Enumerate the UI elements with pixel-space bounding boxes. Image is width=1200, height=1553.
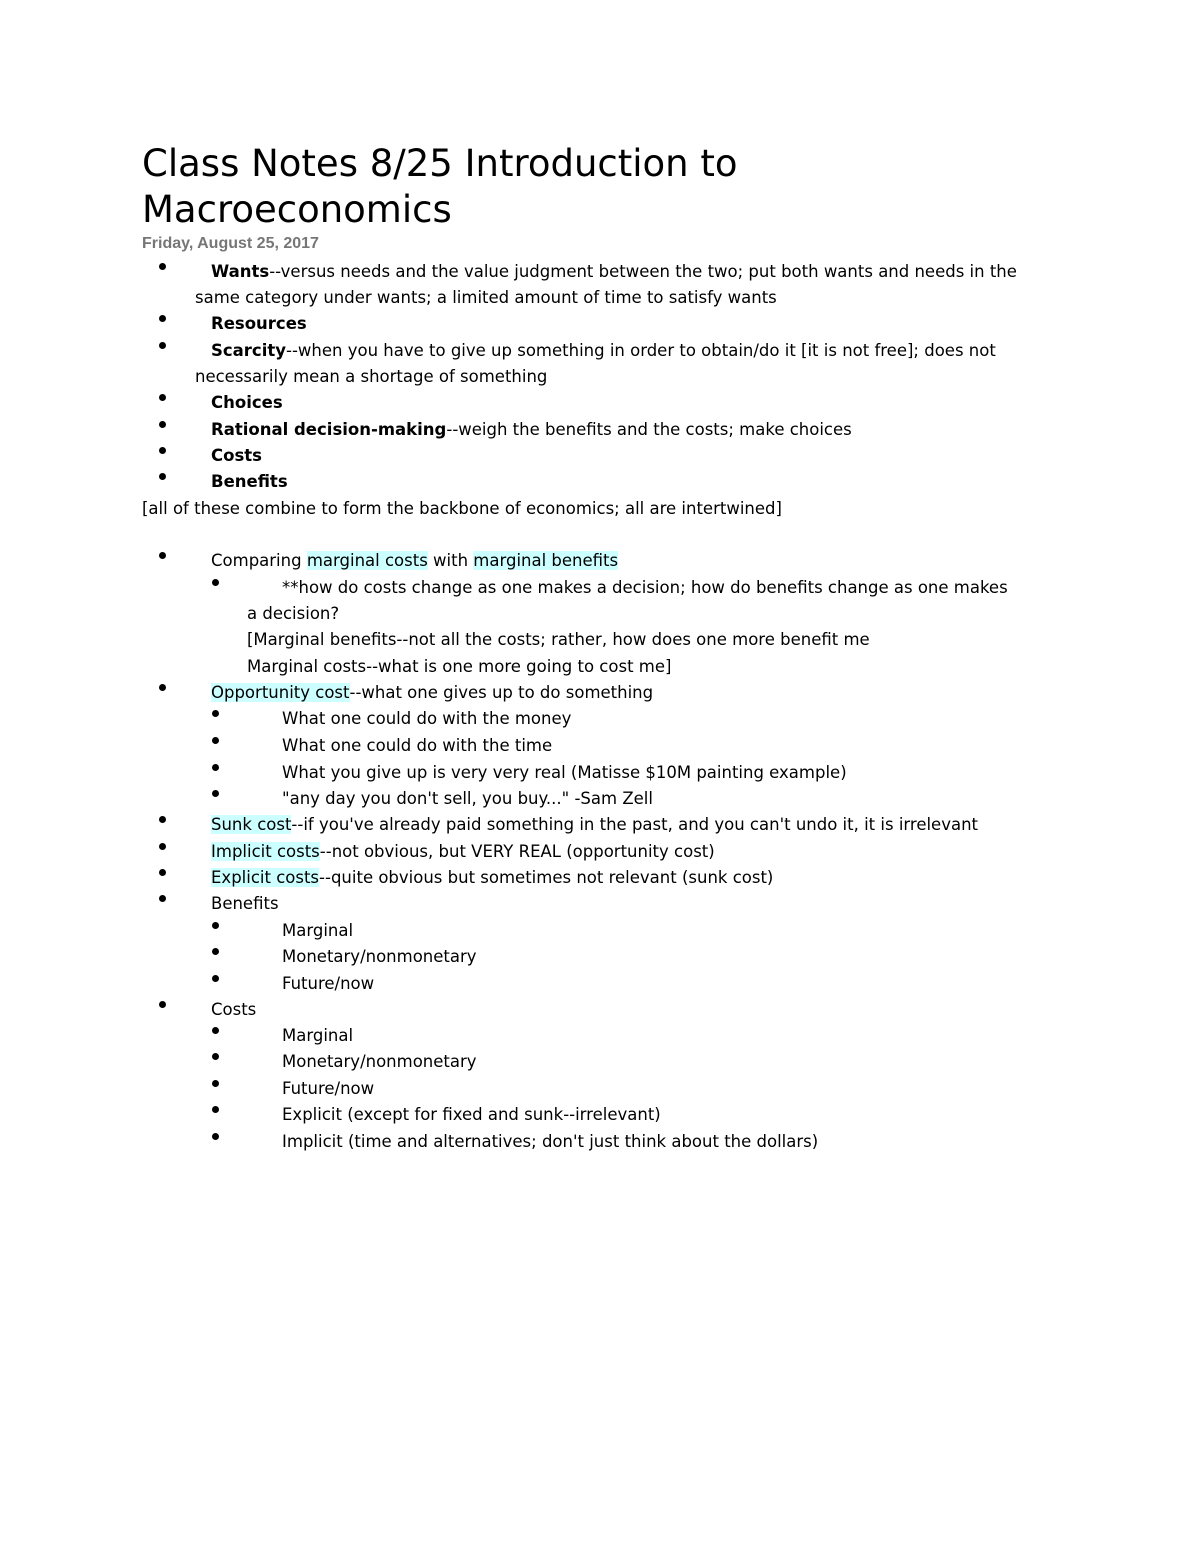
bullet-icon <box>212 1080 219 1087</box>
bullet-icon <box>159 1001 166 1008</box>
sub-list-item: What one could do with the money <box>282 709 572 728</box>
page-title <box>142 141 1142 233</box>
bullet-icon <box>159 473 166 480</box>
list-item-costs-heading: Costs <box>211 1000 257 1019</box>
highlight: marginal benefits <box>473 551 619 570</box>
bullet-icon <box>212 1133 219 1140</box>
list-item-benefits-heading: Benefits <box>211 894 279 913</box>
bullet-icon <box>212 1053 219 1060</box>
highlight: Opportunity cost <box>211 683 350 702</box>
bullet-icon <box>212 764 219 771</box>
highlight: Sunk cost <box>211 815 292 834</box>
sub-list-item: Explicit (except for fixed and sunk--irrelevant) <box>282 1105 661 1124</box>
page-date: Friday, August 25, 2017 <box>142 235 319 252</box>
bullet-icon <box>159 895 166 902</box>
sub-list-item: Marginal <box>282 1026 354 1045</box>
summary-note: [all of these combine to form the backbone of economics; all are intertwined] <box>142 499 782 518</box>
bullet-icon <box>212 737 219 744</box>
bullet-icon <box>212 790 219 797</box>
list-item-scarcity-continued: necessarily mean a shortage of something <box>195 367 548 386</box>
bullet-icon <box>212 975 219 982</box>
list-item-sunk-cost: Sunk cost--if you've already paid something in the past, and you can't undo it, it is irrelevant <box>211 815 979 834</box>
sub-list-item: What you give up is very very real (Matisse $10M painting example) <box>282 763 847 782</box>
list-item-choices: Choices <box>211 393 283 412</box>
list-item-costs: Costs <box>211 446 262 465</box>
sub-list-item: Monetary/nonmonetary <box>282 947 477 966</box>
bullet-icon <box>159 684 166 691</box>
list-item-comparing: Comparing marginal costs with marginal benefits <box>211 551 619 570</box>
list-item-resources: Resources <box>211 314 307 333</box>
highlight: marginal costs <box>306 551 428 570</box>
list-item-explicit-costs: Explicit costs--quite obvious but sometimes not relevant (sunk cost) <box>211 868 774 887</box>
bullet-icon <box>159 421 166 428</box>
list-item-benefits: Benefits <box>211 472 288 491</box>
list-item-wants-continued: same category under wants; a limited amount of time to satisfy wants <box>195 288 777 307</box>
sub-list-item: Future/now <box>282 974 375 993</box>
sub-item-marginal-benefits-note: [Marginal benefits--not all the costs; rather, how does one more benefit me <box>247 630 870 649</box>
bullet-icon <box>159 263 166 270</box>
bullet-icon <box>159 342 166 349</box>
list-item-opportunity-cost: Opportunity cost--what one gives up to do something <box>211 683 654 702</box>
bullet-icon <box>212 710 219 717</box>
list-item-implicit-costs: Implicit costs--not obvious, but VERY REAL (opportunity cost) <box>211 842 715 861</box>
title-line-2: Macroeconomics <box>142 188 452 231</box>
bullet-icon <box>159 447 166 454</box>
sub-list-item: Implicit (time and alternatives; don't just think about the dollars) <box>282 1132 819 1151</box>
sub-list-item: Marginal <box>282 921 354 940</box>
bullet-icon <box>212 922 219 929</box>
sub-list-item: Future/now <box>282 1079 375 1098</box>
bullet-icon <box>212 579 219 586</box>
bullet-icon <box>212 948 219 955</box>
highlight: Explicit costs <box>211 868 320 887</box>
bullet-icon <box>159 843 166 850</box>
bullet-icon <box>159 816 166 823</box>
bullet-icon <box>159 394 166 401</box>
sub-item-marginal-question: **how do costs change as one makes a decision; how do benefits change as one makes <box>282 578 1008 597</box>
list-item-rational: Rational decision-making--weigh the benefits and the costs; make choices <box>211 420 852 439</box>
list-item-wants: Wants--versus needs and the value judgment between the two; put both wants and needs in the <box>211 262 1017 281</box>
bullet-icon <box>159 552 166 559</box>
bullet-icon <box>212 1027 219 1034</box>
sub-list-item: "any day you don't sell, you buy..." -Sam Zell <box>282 789 653 808</box>
highlight: Implicit costs <box>211 842 320 861</box>
sub-list-item: Monetary/nonmonetary <box>282 1052 477 1071</box>
bullet-icon <box>159 869 166 876</box>
bullet-icon <box>159 315 166 322</box>
sub-item-marginal-costs-note: Marginal costs--what is one more going to cost me] <box>247 657 672 676</box>
title-line-1: Class Notes 8/25 Introduction to <box>142 142 738 185</box>
sub-list-item: What one could do with the time <box>282 736 553 755</box>
bullet-icon <box>212 1106 219 1113</box>
sub-item-marginal-question-continued: a decision? <box>247 604 340 623</box>
list-item-scarcity: Scarcity--when you have to give up something in order to obtain/do it [it is not free]; does not <box>211 341 996 360</box>
